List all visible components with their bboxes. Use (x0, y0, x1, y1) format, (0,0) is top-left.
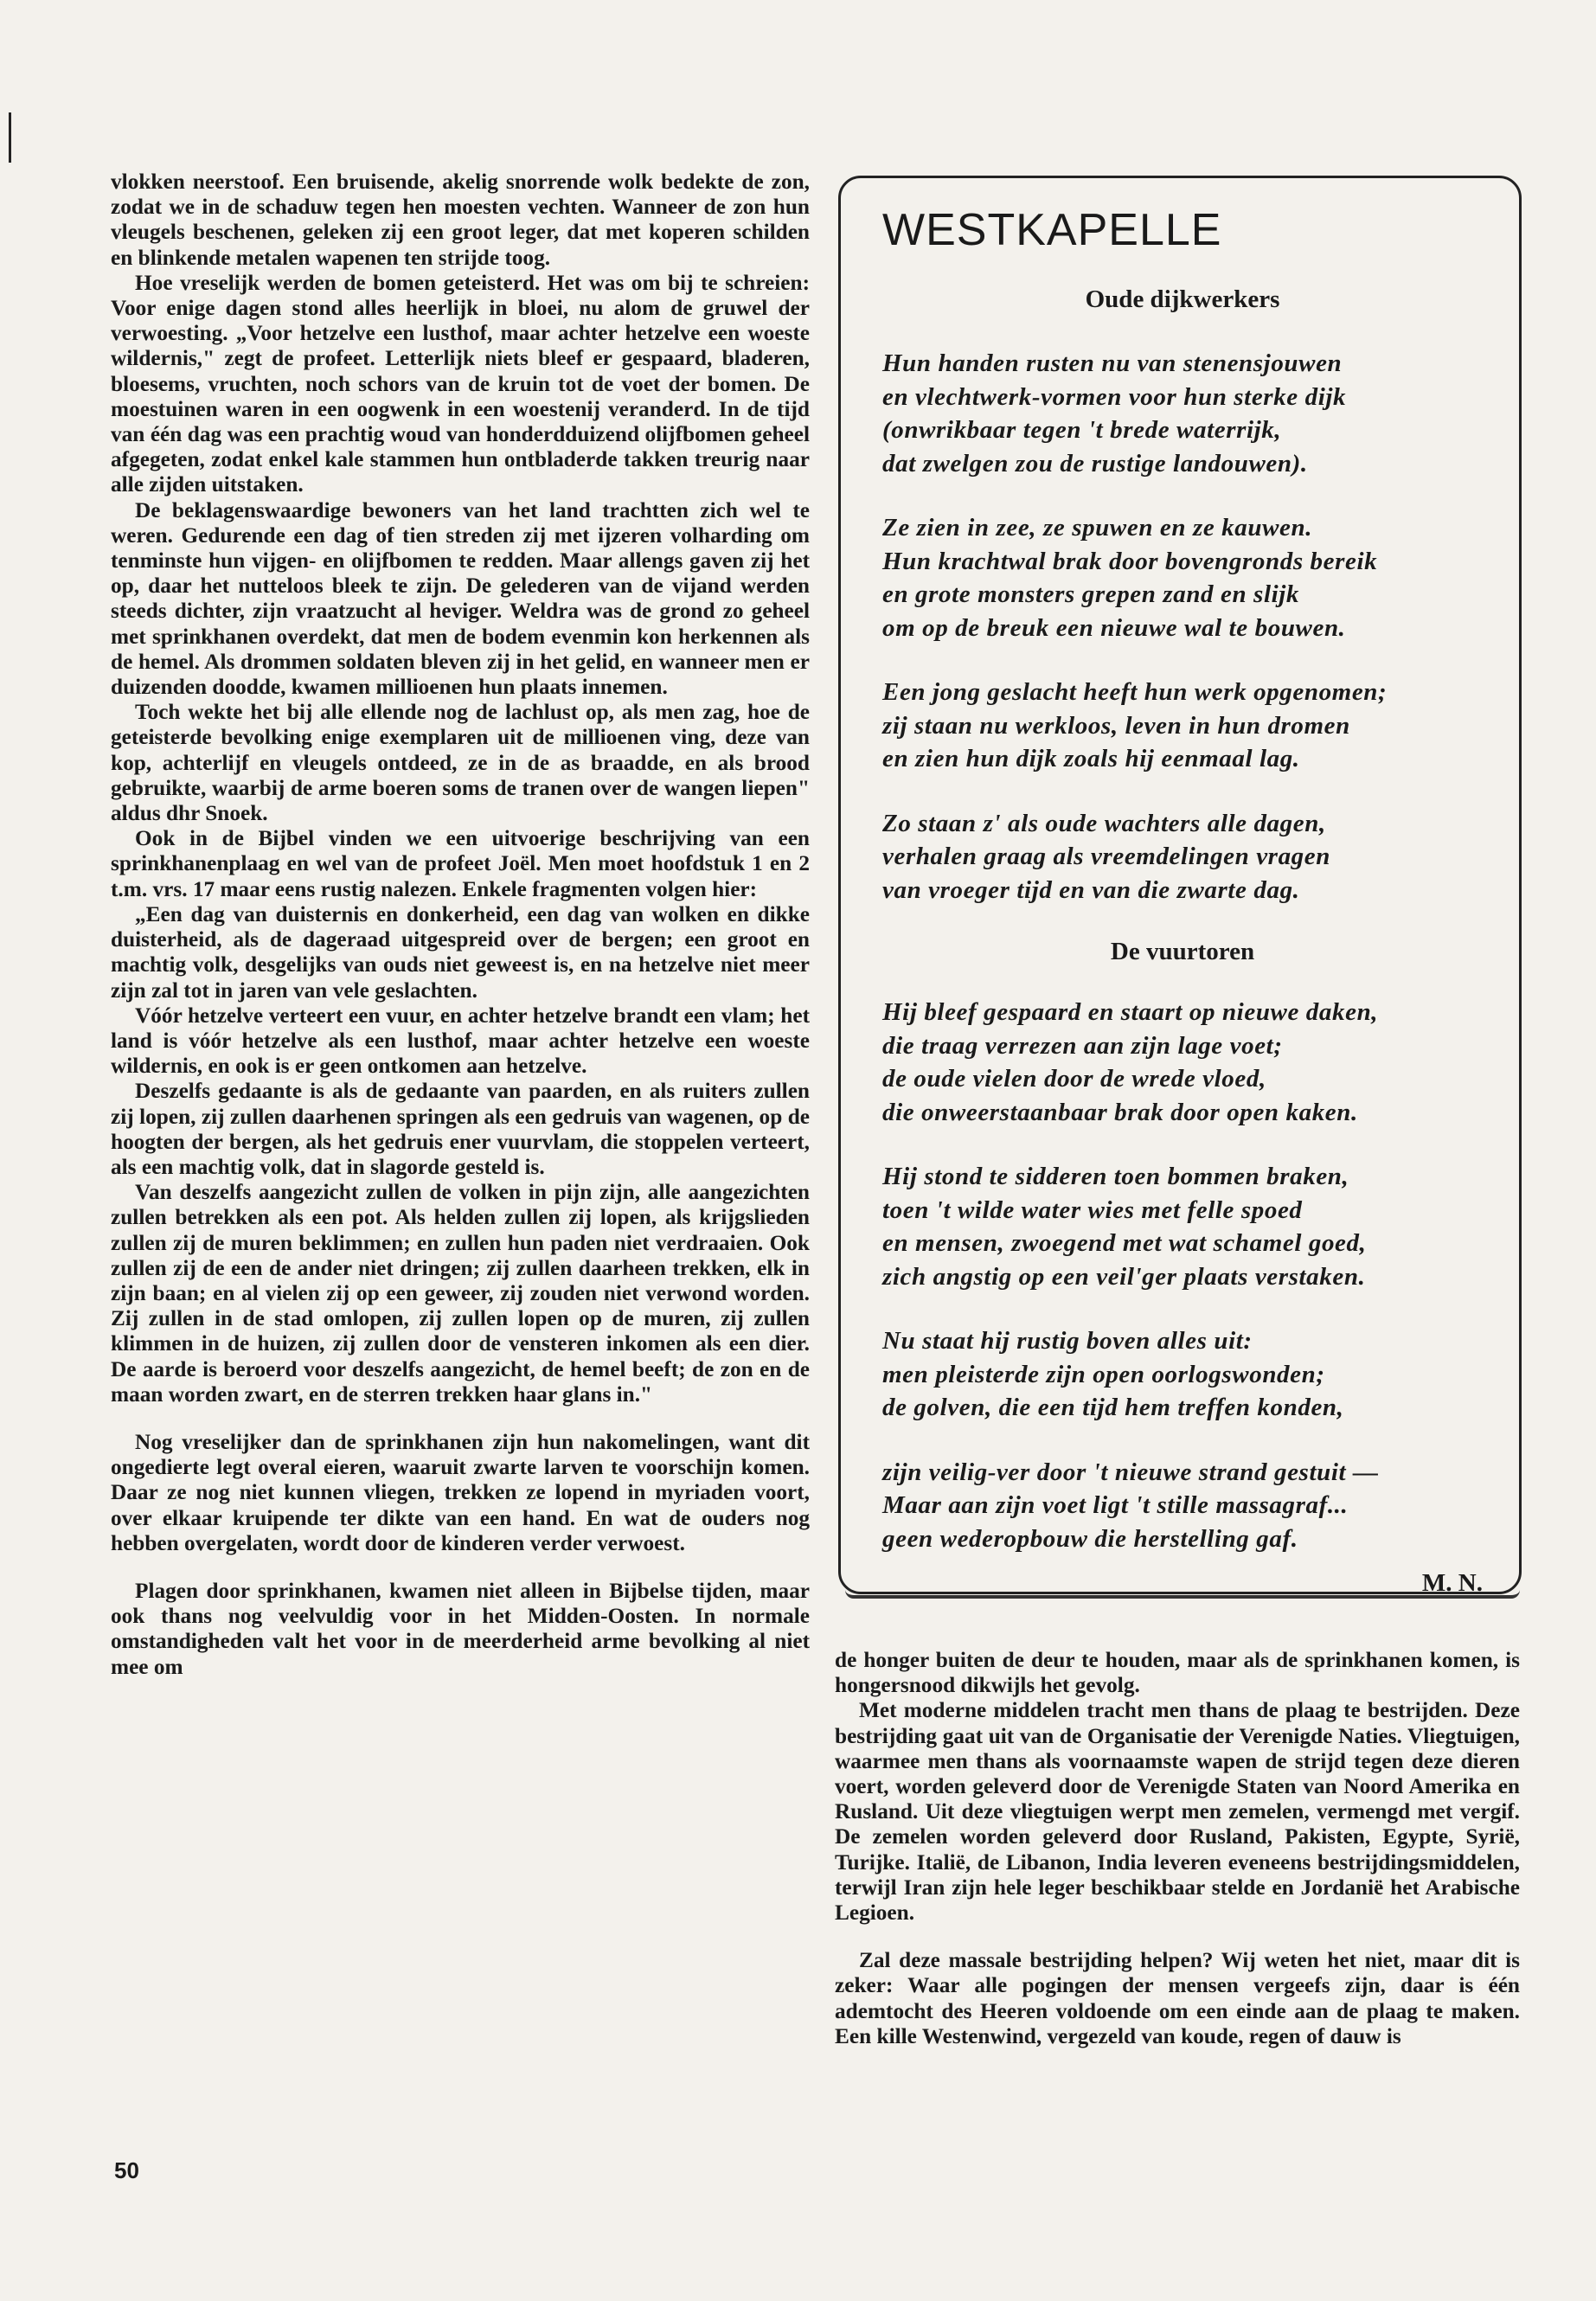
paragraph: Toch wekte het bij alle ellende nog de lachlust op, als men zag, hoe de geteisterde bevolking enige exemplaren uit de millioenen ving, deze van kop, achterlijf en vleugels ontdeed, ze in de as braadde, en als brood gebruikte, waarbij de arme boeren soms de tranen over de wangen liepen" aldus dhr Snoek. (111, 700, 810, 826)
paragraph: Ook in de Bijbel vinden we een uitvoerige beschrijving van een sprinkhanenplaag en wel van de profeet Joël. Men moet hoofdstuk 1 en 2 t.m. vrs. 17 maar eens rustig nalezen. Enkele fragmenten volgen hier: (111, 826, 810, 901)
poem-box-heading: WESTKAPELLE (882, 205, 1222, 255)
poem-line: en zien hun dijk zoals hij eenmaal lag. (882, 745, 1300, 772)
poem-line: die traag verrezen aan zijn lage voet; (882, 1031, 1283, 1060)
poem-line: zich angstig op een veil'ger plaats verstaken. (882, 1262, 1366, 1291)
poem-stanza (882, 996, 1483, 1129)
poem-line: Een jong geslacht heeft hun werk opgenomen; (882, 678, 1388, 706)
poem-line: Nu staat hij rustig boven alles uit: (882, 1327, 1253, 1355)
paragraph: Nog vreselijker dan de sprinkhanen zijn hun nakomelingen, want dit ongedierte legt overal eieren, waaruit zwarte larven te voorschijn komen. Daar ze nog niet kunnen vliegen, trekken ze lopend in myriaden voort, over elkaar kruipende ter dikte van een hand. En wat de ouders nog hebben overgelaten, wordt door de kinderen verder verwoest. (111, 1429, 810, 1555)
poem-author: M. N. (1421, 1569, 1483, 1597)
poem-line: de oude vielen door de wrede vloed, (882, 1065, 1266, 1093)
poem-line: de golven, die een tijd hem treffen konden, (882, 1394, 1344, 1421)
poem-line: en mensen, zwoegend met wat schamel goed, (882, 1229, 1367, 1257)
paragraph: Zal deze massale bestrijding helpen? Wij weten het niet, maar dit is zeker: Waar alle pogingen der mensen vergeefs zijn, daar is één ademtocht des Heeren voldoende om een einde aan de plaag te maken. Een kille Westenwind, vergezeld van koude, regen of dauw is (835, 1948, 1520, 2048)
poem-box (838, 176, 1522, 1597)
poem-line: zijn veilig-ver door 't nieuwe strand gestuit — (882, 1458, 1379, 1486)
scan-edge-mark (9, 112, 11, 163)
poem-line: om op de breuk een nieuwe wal te bouwen. (882, 613, 1346, 642)
poem-line: Maar aan zijn voet ligt 't stille massagraf... (882, 1491, 1349, 1519)
paragraph: Met moderne middelen tracht men thans de plaag te bestrijden. Deze bestrijding gaat uit van de Organisatie der Verenigde Naties. Vliegtuigen, waarmee men thans als voornaamste wapen de strijd tegen deze dieren voert, worden geleverd door de Verenigde Staten van Noord Amerika en Rusland. Uit deze vliegtuigen werpt men zemelen, vermengd met vergif. De zemelen worden geleverd door Rusland, Pakisten, Egypte, Syrië, Turijke. Italië, de Libanon, India leveren eveneens bestrijdingsmiddelen, terwijl Iran zijn hele leger beschikbaar stelde en Jordanië het Arabische Legioen. (835, 1698, 1520, 1926)
paragraph: vlokken neerstoof. Een bruisende, akelig snorrende wolk bedekte de zon, zodat we in de schaduw tegen hen moesten vechten. Wanneer de zon hun vleugels beschenen, geleken zij een groot leger, dat met koperen schilden en blinkende metalen wapenen ten strijde toog. (111, 170, 810, 270)
paragraph: De beklagenswaardige bewoners van het land trachtten zich wel te weren. Gedurende een dag of tien streden zij met ijzeren volharding om tenminste hun vijgen- en olijfbomen te redden. Maar allengs gaven zij het op, daar het nutteloos bleek te zijn. De gelederen van de vijand werden steeds dichter, zijn vraatzucht al heviger. Weldra was de grond zo geheel met sprinkhanen overdekt, dat men de bodem evenmin kon herkennen als de hemel. Als drommen soldaten bleven zij in het gelid, en wanneer men er duizenden doodde, kwamen millioenen hun plaats innemen. (111, 497, 810, 700)
poem-line: men pleisterde zijn open oorlogswonden; (882, 1360, 1325, 1388)
poem-line: Ze zien in zee, ze spuwen en ze kauwen. (882, 514, 1313, 542)
poem-line: Hun handen rusten nu van stenensjouwen (882, 349, 1343, 377)
poem-line: Hun krachtwal brak door bovengronds bereik (882, 547, 1378, 575)
poem-stanza (882, 1324, 1483, 1425)
bible-quote: Van deszelfs aangezicht zullen de volken in pijn zijn, alle aangezichten zullen betrekken als een pot. Als helden zullen zij lopen, als krijgslieden zullen zij de muren beklimmen; en zullen hun paden niet verdraaien. Ook zullen zij de een de ander niet dringen; zij zullen daarheen trekken, elk in zijn baan; en al vielen zij op een geweer, zij zouden niet verwond worden. Zij zullen in de stad omlopen, zij zullen lopen op de muren, zij zullen klimmen in de huizen, zij zullen door de vensteren inkomen als een dier. De aarde is beroerd voor deszelfs aangezicht, de hemel beeft; de zon en de maan worden zwart, en de sterren trekken haar glans in." (111, 1180, 810, 1407)
poem-line: van vroeger tijd en van die zwarte dag. (882, 875, 1300, 904)
poem-stanza (882, 1456, 1483, 1556)
left-column (111, 170, 810, 1680)
poem-line: verhalen graag als vreemdelingen vragen (882, 843, 1330, 870)
poem-stanza (882, 676, 1483, 776)
paragraph: de honger buiten de deur te houden, maar als de sprinkhanen komen, is hongersnood dikwijls het gevolg. (835, 1648, 1520, 1698)
poem-stanza (882, 807, 1483, 907)
poem-line: Zo staan z' als oude wachters alle dagen, (882, 809, 1326, 837)
poem-line: toen 't wilde water wies met felle spoed (882, 1195, 1303, 1224)
poem-title: De vuurtoren (1110, 938, 1255, 965)
poem-line: die onweerstaanbaar brak door open kaken. (882, 1098, 1358, 1126)
page-number: 50 (114, 2157, 139, 2183)
poem-line: (onwrikbaar tegen 't brede waterrijk, (882, 416, 1282, 444)
poem-line: en vlechtwerk-vormen voor hun sterke dijk (882, 382, 1347, 411)
poem-stanza (882, 1160, 1483, 1293)
poem-title: Oude dijkwerkers (1085, 285, 1280, 313)
poem-box-shadow (845, 1590, 1520, 1599)
poem-stanza (882, 347, 1483, 480)
poem-stanza (882, 511, 1483, 644)
poem-line: geen wederopbouw die herstelling gaf. (882, 1524, 1298, 1553)
bible-quote: Vóór hetzelve verteert een vuur, en achter hetzelve brandt een vlam; het land is vóór hetzelve als een lusthof, maar achter hetzelve een woeste wildernis, en ook is er geen ontkomen aan hetzelve. (111, 1003, 810, 1079)
poem-line: Hij stond te sidderen toen bommen braken, (882, 1163, 1349, 1190)
paragraph: Hoe vreselijk werden de bomen geteisterd. Het was om bij te schreien: Voor enige dagen stond alles heerlijk in bloei, nu alom de gruwel der verwoesting. „Voor hetzelve een lusthof, maar achter hetzelve een woeste wildernis," zegt de profeet. Letterlijk niets bleef er gespaard, bladeren, bloesems, vruchten, noch schors van de kruin tot de voet der bomen. De moestuinen waren in een oogwenk in een woestenij veranderd. In de tijd van één dag was een prachtig woud van honderdduizend olijfbomen geheel afgegeten, zodat enkel kale stammen hun ontbladerde takken treurig naar alle zijden uitstaken. (111, 270, 810, 497)
bible-quote: „Een dag van duisternis en donkerheid, een dag van wolken en dikke duisterheid, als de dageraad uitgespreid over de bergen; een groot en machtig volk, desgelijks van ouds niet geweest is, en na hetzelve niet meer zijn zal tot in jaren van vele geslachten. (111, 901, 810, 1003)
poem-line: dat zwelgen zou de rustige landouwen). (882, 449, 1308, 478)
poem-line: zij staan nu werkloos, leven in hun dromen (882, 711, 1350, 740)
poem-line: Hij bleef gespaard en staart op nieuwe daken, (882, 998, 1379, 1026)
paragraph: Plagen door sprinkhanen, kwamen niet alleen in Bijbelse tijden, maar ook thans nog veelvuldig voor in het Midden-Oosten. In normale omstandigheden valt het voor in de meerderheid arme bevolking al niet mee om (111, 1578, 810, 1679)
bible-quote: Deszelfs gedaante is als de gedaante van paarden, en als ruiters zullen zij lopen, zij zullen daarhenen springen als een gedruis van wagenen, op de hoogten der bergen, als het gedruis ener vuurvlam, die stoppelen verteert, als een machtig volk, dat in slagorde gesteld is. (111, 1079, 810, 1179)
right-column (835, 1648, 1520, 2049)
poem-line: en grote monsters grepen zand en slijk (882, 580, 1300, 608)
